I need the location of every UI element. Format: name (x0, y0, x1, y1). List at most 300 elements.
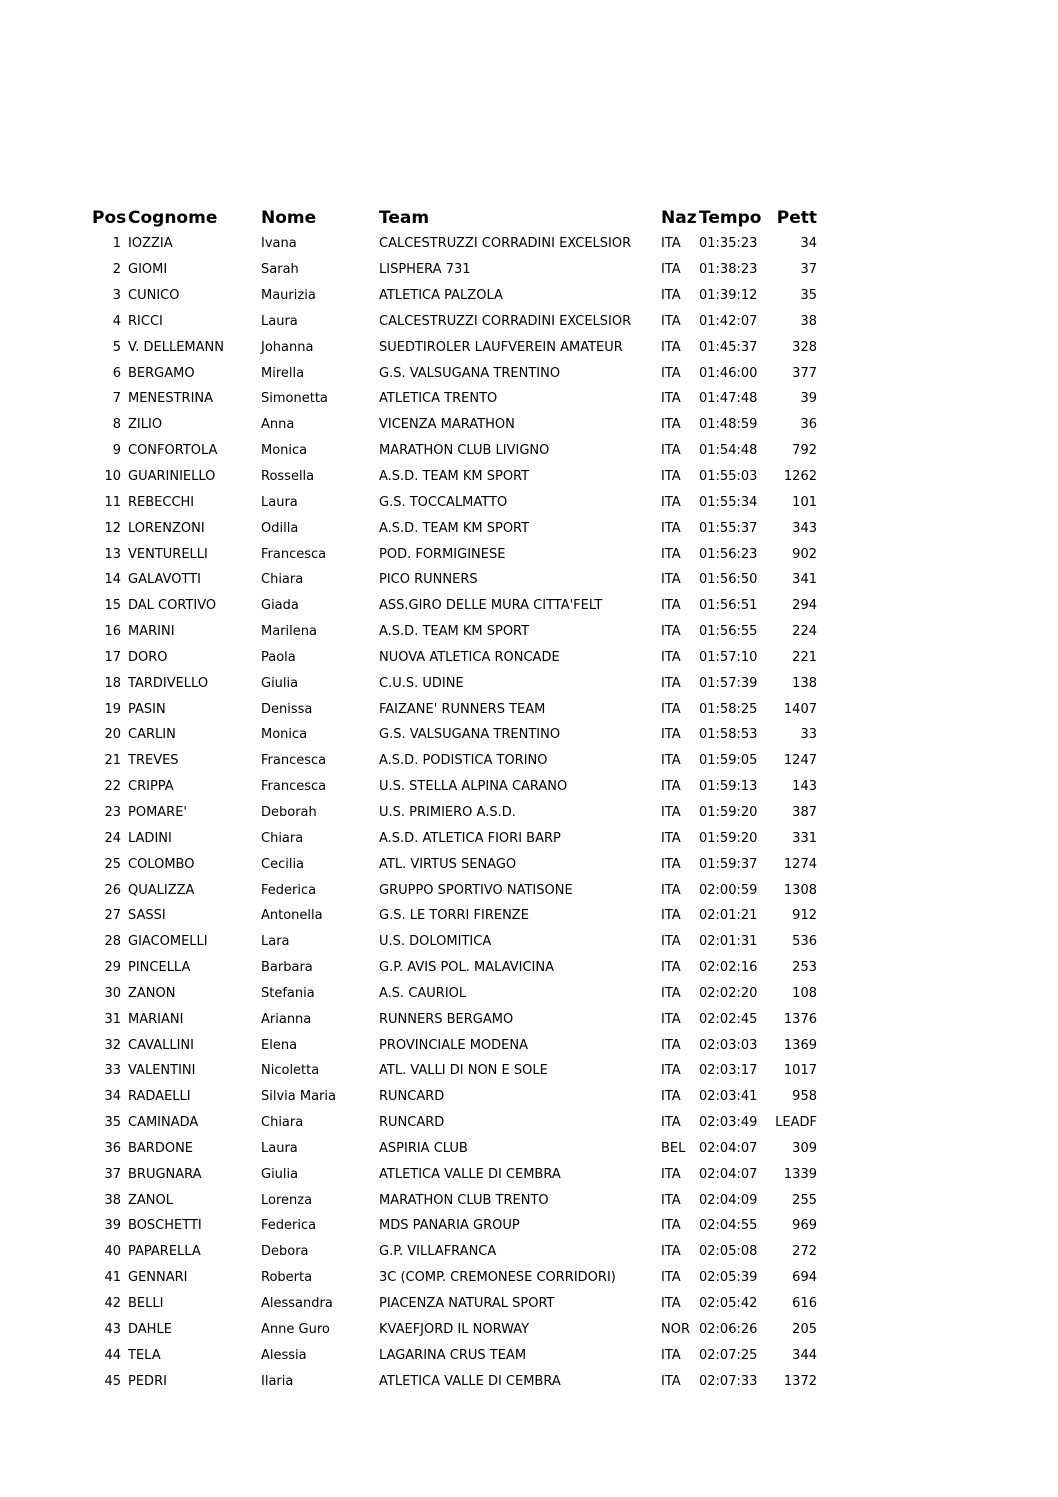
cell-naz: ITA (661, 701, 681, 717)
cell-pett: 1247 (783, 753, 817, 769)
cell-team: 3C (COMP. CREMONESE CORRIDORI) (379, 1270, 616, 1286)
cell-pos: 8 (112, 417, 121, 433)
cell-tempo: 01:58:25 (699, 701, 758, 717)
cell-cognome: PASIN (128, 701, 166, 717)
cell-tempo: 02:03:49 (699, 1115, 758, 1131)
table-row (92, 670, 817, 696)
cell-naz: BEL (661, 1140, 686, 1156)
table-row (92, 567, 817, 593)
table-row (92, 334, 817, 360)
table-row (92, 825, 817, 851)
cell-cognome: CUNICO (128, 288, 180, 304)
cell-tempo: 02:07:33 (699, 1373, 758, 1389)
cell-nome: Rossella (261, 469, 315, 485)
cell-cognome: ZILIO (128, 417, 163, 433)
cell-team: CALCESTRUZZI CORRADINI EXCELSIOR (379, 313, 632, 329)
cell-cognome: CARLIN (128, 727, 176, 743)
cell-nome: Denissa (261, 701, 313, 717)
table-row (92, 1084, 817, 1110)
cell-pett: 616 (792, 1296, 817, 1312)
cell-naz: ITA (661, 1296, 681, 1312)
cell-cognome: V. DELLEMANN (128, 339, 224, 355)
col-header-naz: Naz (661, 208, 697, 228)
cell-pos: 39 (104, 1218, 121, 1234)
cell-cognome: CAVALLINI (128, 1037, 194, 1053)
cell-pos: 27 (104, 908, 121, 924)
cell-tempo: 02:07:25 (699, 1347, 758, 1363)
cell-cognome: GIACOMELLI (128, 934, 208, 950)
cell-pett: 1308 (783, 882, 817, 898)
cell-naz: ITA (661, 236, 681, 252)
cell-pos: 20 (104, 727, 121, 743)
cell-nome: Federica (261, 1218, 317, 1234)
cell-pett: 341 (792, 572, 817, 588)
cell-team: ASS.GIRO DELLE MURA CITTA'FELT (379, 598, 603, 614)
cell-tempo: 01:59:20 (699, 830, 758, 846)
cell-naz: ITA (661, 1347, 681, 1363)
cell-team: G.S. TOCCALMATTO (379, 494, 508, 510)
cell-cognome: BERGAMO (128, 365, 195, 381)
table-row (92, 1161, 817, 1187)
cell-team: G.S. VALSUGANA TRENTINO (379, 365, 561, 381)
cell-pos: 15 (104, 598, 121, 614)
cell-team: ATLETICA PALZOLA (379, 288, 503, 304)
cell-pos: 33 (104, 1063, 121, 1079)
cell-pos: 2 (112, 262, 121, 278)
cell-nome: Chiara (261, 1115, 304, 1131)
cell-pos: 1 (112, 236, 121, 252)
cell-cognome: SASSI (128, 908, 166, 924)
cell-tempo: 01:48:59 (699, 417, 758, 433)
cell-team: A.S.D. ATLETICA FIORI BARP (379, 830, 561, 846)
cell-naz: ITA (661, 417, 681, 433)
table-row (92, 1342, 817, 1368)
cell-tempo: 02:04:55 (699, 1218, 758, 1234)
cell-pett: 221 (792, 649, 817, 665)
cell-tempo: 02:05:42 (699, 1296, 758, 1312)
cell-team: ATL. VALLI DI NON E SOLE (379, 1063, 548, 1079)
cell-cognome: GALAVOTTI (128, 572, 201, 588)
table-row (92, 1239, 817, 1265)
cell-tempo: 01:59:05 (699, 753, 758, 769)
cell-cognome: MARIANI (128, 1011, 184, 1027)
cell-naz: ITA (661, 804, 681, 820)
cell-pos: 24 (104, 830, 121, 846)
table-row (92, 980, 817, 1006)
cell-naz: ITA (661, 675, 681, 691)
cell-pos: 43 (104, 1321, 121, 1337)
cell-nome: Mirella (261, 365, 305, 381)
cell-tempo: 02:06:26 (699, 1321, 758, 1337)
cell-pos: 36 (104, 1140, 121, 1156)
cell-nome: Paola (261, 649, 296, 665)
cell-tempo: 02:03:41 (699, 1089, 758, 1105)
cell-cognome: ZANOL (128, 1192, 173, 1208)
cell-team: A.S.D. TEAM KM SPORT (379, 469, 530, 485)
cell-nome: Deborah (261, 804, 317, 820)
cell-cognome: RADAELLI (128, 1089, 191, 1105)
cell-cognome: VENTURELLI (128, 546, 208, 562)
cell-tempo: 01:55:03 (699, 469, 758, 485)
cell-cognome: PEDRI (128, 1373, 167, 1389)
table-row (92, 929, 817, 955)
cell-pos: 7 (112, 391, 121, 407)
cell-pett: 1376 (783, 1011, 817, 1027)
cell-team: A.S. CAURIOL (379, 985, 467, 1001)
cell-pett: 35 (800, 288, 817, 304)
table-row (92, 515, 817, 541)
cell-pett: 328 (792, 339, 817, 355)
cell-cognome: GUARINIELLO (128, 469, 216, 485)
cell-pos: 25 (104, 856, 121, 872)
cell-pett: 1262 (783, 469, 817, 485)
cell-naz: ITA (661, 572, 681, 588)
cell-pos: 21 (104, 753, 121, 769)
cell-nome: Alessia (261, 1347, 307, 1363)
cell-naz: ITA (661, 1218, 681, 1234)
cell-team: PIACENZA NATURAL SPORT (379, 1296, 555, 1312)
cell-nome: Barbara (261, 960, 313, 976)
cell-tempo: 01:56:51 (699, 598, 758, 614)
cell-cognome: LORENZONI (128, 520, 205, 536)
cell-nome: Giulia (261, 1166, 299, 1182)
cell-nome: Lara (261, 934, 290, 950)
cell-cognome: TARDIVELLO (128, 675, 209, 691)
table-row (92, 412, 817, 438)
cell-naz: ITA (661, 882, 681, 898)
cell-tempo: 02:03:17 (699, 1063, 758, 1079)
cell-nome: Debora (261, 1244, 309, 1260)
cell-pett: 108 (792, 985, 817, 1001)
cell-team: G.S. VALSUGANA TRENTINO (379, 727, 561, 743)
cell-cognome: ZANON (128, 985, 176, 1001)
cell-naz: ITA (661, 1373, 681, 1389)
col-header-pett: Pett (776, 208, 817, 228)
cell-naz: ITA (661, 830, 681, 846)
cell-nome: Cecilia (261, 856, 305, 872)
table-row (92, 309, 817, 335)
cell-tempo: 02:02:45 (699, 1011, 758, 1027)
cell-tempo: 01:59:37 (699, 856, 758, 872)
cell-cognome: MENESTRINA (128, 391, 214, 407)
cell-naz: ITA (661, 1063, 681, 1079)
cell-nome: Marilena (261, 624, 317, 640)
cell-tempo: 02:04:09 (699, 1192, 758, 1208)
cell-naz: ITA (661, 1270, 681, 1286)
cell-team: ATLETICA VALLE DI CEMBRA (379, 1373, 561, 1389)
table-row (92, 696, 817, 722)
cell-cognome: COLOMBO (128, 856, 195, 872)
cell-nome: Stefania (261, 985, 315, 1001)
cell-naz: ITA (661, 856, 681, 872)
cell-pett: 309 (792, 1140, 817, 1156)
col-header-team: Team (379, 208, 430, 228)
table-row (92, 1368, 817, 1394)
cell-nome: Giada (261, 598, 299, 614)
cell-team: PROVINCIALE MODENA (379, 1037, 529, 1053)
cell-tempo: 01:46:00 (699, 365, 758, 381)
cell-pos: 44 (104, 1347, 121, 1363)
cell-nome: Laura (261, 1140, 298, 1156)
cell-naz: ITA (661, 391, 681, 407)
cell-pos: 26 (104, 882, 121, 898)
table-row (92, 645, 817, 671)
cell-tempo: 01:59:13 (699, 779, 758, 795)
cell-tempo: 01:55:37 (699, 520, 758, 536)
cell-nome: Johanna (261, 339, 314, 355)
cell-naz: ITA (661, 1166, 681, 1182)
cell-tempo: 01:56:55 (699, 624, 758, 640)
table-row (92, 231, 817, 257)
cell-team: A.S.D. TEAM KM SPORT (379, 624, 530, 640)
cell-cognome: TELA (128, 1347, 161, 1363)
cell-nome: Laura (261, 494, 298, 510)
cell-nome: Silvia Maria (261, 1089, 336, 1105)
cell-tempo: 02:04:07 (699, 1140, 758, 1156)
cell-pos: 28 (104, 934, 121, 950)
col-header-nome: Nome (261, 208, 317, 228)
cell-nome: Odilla (261, 520, 299, 536)
cell-pett: 377 (792, 365, 817, 381)
cell-naz: ITA (661, 313, 681, 329)
table-row (92, 386, 817, 412)
cell-pett: 536 (792, 934, 817, 950)
cell-naz: ITA (661, 649, 681, 665)
cell-pos: 14 (104, 572, 121, 588)
cell-nome: Chiara (261, 830, 304, 846)
table-row (92, 1110, 817, 1136)
cell-team: FAIZANE' RUNNERS TEAM (379, 701, 546, 717)
cell-tempo: 02:05:39 (699, 1270, 758, 1286)
cell-team: U.S. DOLOMITICA (379, 934, 492, 950)
cell-tempo: 01:56:50 (699, 572, 758, 588)
table-row (92, 257, 817, 283)
cell-naz: ITA (661, 1089, 681, 1105)
cell-pos: 45 (104, 1373, 121, 1389)
cell-cognome: QUALIZZA (128, 882, 195, 898)
cell-tempo: 01:57:39 (699, 675, 758, 691)
cell-cognome: VALENTINI (128, 1063, 196, 1079)
cell-cognome: PAPARELLA (128, 1244, 201, 1260)
cell-tempo: 02:00:59 (699, 882, 758, 898)
cell-team: ATLETICA TRENTO (379, 391, 498, 407)
cell-pos: 34 (104, 1089, 121, 1105)
cell-pos: 37 (104, 1166, 121, 1182)
cell-tempo: 01:55:34 (699, 494, 758, 510)
table-row (92, 360, 817, 386)
cell-pett: 39 (800, 391, 817, 407)
cell-cognome: DAHLE (128, 1321, 172, 1337)
cell-naz: ITA (661, 598, 681, 614)
cell-nome: Anna (261, 417, 295, 433)
table-row (92, 1136, 817, 1162)
cell-tempo: 01:42:07 (699, 313, 758, 329)
table-row (92, 1006, 817, 1032)
cell-nome: Francesca (261, 779, 327, 795)
cell-cognome: CRIPPA (128, 779, 174, 795)
cell-pos: 31 (104, 1011, 121, 1027)
cell-team: KVAEFJORD IL NORWAY (379, 1321, 530, 1337)
table-row (92, 1265, 817, 1291)
table-row (92, 877, 817, 903)
cell-cognome: REBECCHI (128, 494, 195, 510)
cell-pett: 1274 (783, 856, 817, 872)
cell-naz: ITA (661, 1011, 681, 1027)
cell-naz: ITA (661, 908, 681, 924)
cell-naz: ITA (661, 1037, 681, 1053)
cell-team: POD. FORMIGINESE (379, 546, 506, 562)
cell-team: GRUPPO SPORTIVO NATISONE (379, 882, 573, 898)
cell-team: PICO RUNNERS (379, 572, 478, 588)
cell-team: NUOVA ATLETICA RONCADE (379, 649, 560, 665)
cell-pos: 5 (112, 339, 121, 355)
cell-tempo: 02:01:21 (699, 908, 758, 924)
cell-pos: 32 (104, 1037, 121, 1053)
cell-nome: Simonetta (261, 391, 328, 407)
cell-cognome: PINCELLA (128, 960, 191, 976)
cell-team: LISPHERA 731 (379, 262, 471, 278)
cell-pos: 42 (104, 1296, 121, 1312)
cell-team: C.U.S. UDINE (379, 675, 464, 691)
cell-tempo: 02:02:16 (699, 960, 758, 976)
cell-nome: Monica (261, 443, 308, 459)
cell-pos: 41 (104, 1270, 121, 1286)
cell-pett: 969 (792, 1218, 817, 1234)
table-row (92, 1058, 817, 1084)
cell-pett: 387 (792, 804, 817, 820)
cell-team: LAGARINA CRUS TEAM (379, 1347, 527, 1363)
cell-naz: ITA (661, 494, 681, 510)
cell-pett: 36 (800, 417, 817, 433)
cell-pos: 4 (112, 313, 121, 329)
cell-tempo: 02:05:08 (699, 1244, 758, 1260)
cell-cognome: CONFORTOLA (128, 443, 218, 459)
cell-naz: ITA (661, 546, 681, 562)
table-row (92, 489, 817, 515)
table-row (92, 722, 817, 748)
cell-nome: Anne Guro (261, 1321, 330, 1337)
cell-pett: 912 (792, 908, 817, 924)
cell-team: G.P. AVIS POL. MALAVICINA (379, 960, 555, 976)
cell-pos: 38 (104, 1192, 121, 1208)
results-table (92, 205, 817, 1394)
cell-tempo: 02:03:03 (699, 1037, 758, 1053)
cell-pett: 1369 (783, 1037, 817, 1053)
cell-pos: 12 (104, 520, 121, 536)
cell-pos: 19 (104, 701, 121, 717)
cell-nome: Federica (261, 882, 317, 898)
col-header-tempo: Tempo (699, 208, 762, 228)
cell-team: RUNCARD (379, 1089, 445, 1105)
cell-pos: 13 (104, 546, 121, 562)
cell-pett: 331 (792, 830, 817, 846)
cell-nome: Alessandra (261, 1296, 333, 1312)
cell-tempo: 01:54:48 (699, 443, 758, 459)
cell-team: MARATHON CLUB LIVIGNO (379, 443, 550, 459)
cell-naz: ITA (661, 1244, 681, 1260)
table-row (92, 619, 817, 645)
cell-pett: 1339 (783, 1166, 817, 1182)
cell-naz: ITA (661, 960, 681, 976)
cell-naz: ITA (661, 727, 681, 743)
col-header-cognome: Cognome (128, 208, 218, 228)
cell-team: RUNCARD (379, 1115, 445, 1131)
cell-team: U.S. STELLA ALPINA CARANO (379, 779, 568, 795)
cell-naz: ITA (661, 520, 681, 536)
cell-pett: 143 (792, 779, 817, 795)
cell-nome: Ivana (261, 236, 297, 252)
cell-cognome: LADINI (128, 830, 172, 846)
cell-cognome: GIOMI (128, 262, 168, 278)
cell-nome: Maurizia (261, 288, 316, 304)
cell-pett: 343 (792, 520, 817, 536)
cell-cognome: DAL CORTIVO (128, 598, 217, 614)
cell-pos: 16 (104, 624, 121, 640)
cell-cognome: MARINI (128, 624, 175, 640)
cell-tempo: 01:38:23 (699, 262, 758, 278)
table-row (92, 1213, 817, 1239)
cell-pett: 205 (792, 1321, 817, 1337)
table-row (92, 438, 817, 464)
cell-pos: 17 (104, 649, 121, 665)
cell-pett: 255 (792, 1192, 817, 1208)
cell-pett: 792 (792, 443, 817, 459)
cell-pett: 253 (792, 960, 817, 976)
cell-nome: Laura (261, 313, 298, 329)
table-row (92, 774, 817, 800)
cell-tempo: 02:01:31 (699, 934, 758, 950)
cell-nome: Chiara (261, 572, 304, 588)
cell-nome: Elena (261, 1037, 298, 1053)
cell-team: A.S.D. TEAM KM SPORT (379, 520, 530, 536)
table-row (92, 283, 817, 309)
cell-cognome: CAMINADA (128, 1115, 199, 1131)
cell-cognome: BOSCHETTI (128, 1218, 202, 1234)
table-row (92, 464, 817, 490)
table-row (92, 593, 817, 619)
cell-nome: Giulia (261, 675, 299, 691)
cell-pos: 30 (104, 985, 121, 1001)
cell-pett: 294 (792, 598, 817, 614)
cell-pett: 101 (792, 494, 817, 510)
cell-tempo: 02:02:20 (699, 985, 758, 1001)
cell-pos: 6 (112, 365, 121, 381)
cell-pett: 958 (792, 1089, 817, 1105)
table-row (92, 1316, 817, 1342)
table-row (92, 955, 817, 981)
cell-team: G.S. LE TORRI FIRENZE (379, 908, 529, 924)
cell-pett: 1017 (783, 1063, 817, 1079)
cell-tempo: 01:47:48 (699, 391, 758, 407)
cell-naz: ITA (661, 624, 681, 640)
table-row (92, 1187, 817, 1213)
header-row (92, 205, 817, 231)
cell-pett: LEADF (775, 1115, 817, 1131)
cell-naz: ITA (661, 1115, 681, 1131)
cell-team: ATL. VIRTUS SENAGO (379, 856, 517, 872)
cell-nome: Roberta (261, 1270, 313, 1286)
cell-pos: 18 (104, 675, 121, 691)
cell-tempo: 01:59:20 (699, 804, 758, 820)
cell-team: MDS PANARIA GROUP (379, 1218, 520, 1234)
cell-naz: ITA (661, 1192, 681, 1208)
cell-nome: Francesca (261, 546, 327, 562)
table-row (92, 851, 817, 877)
table-row (92, 748, 817, 774)
cell-pett: 33 (800, 727, 817, 743)
cell-tempo: 01:39:12 (699, 288, 758, 304)
cell-pos: 35 (104, 1115, 121, 1131)
